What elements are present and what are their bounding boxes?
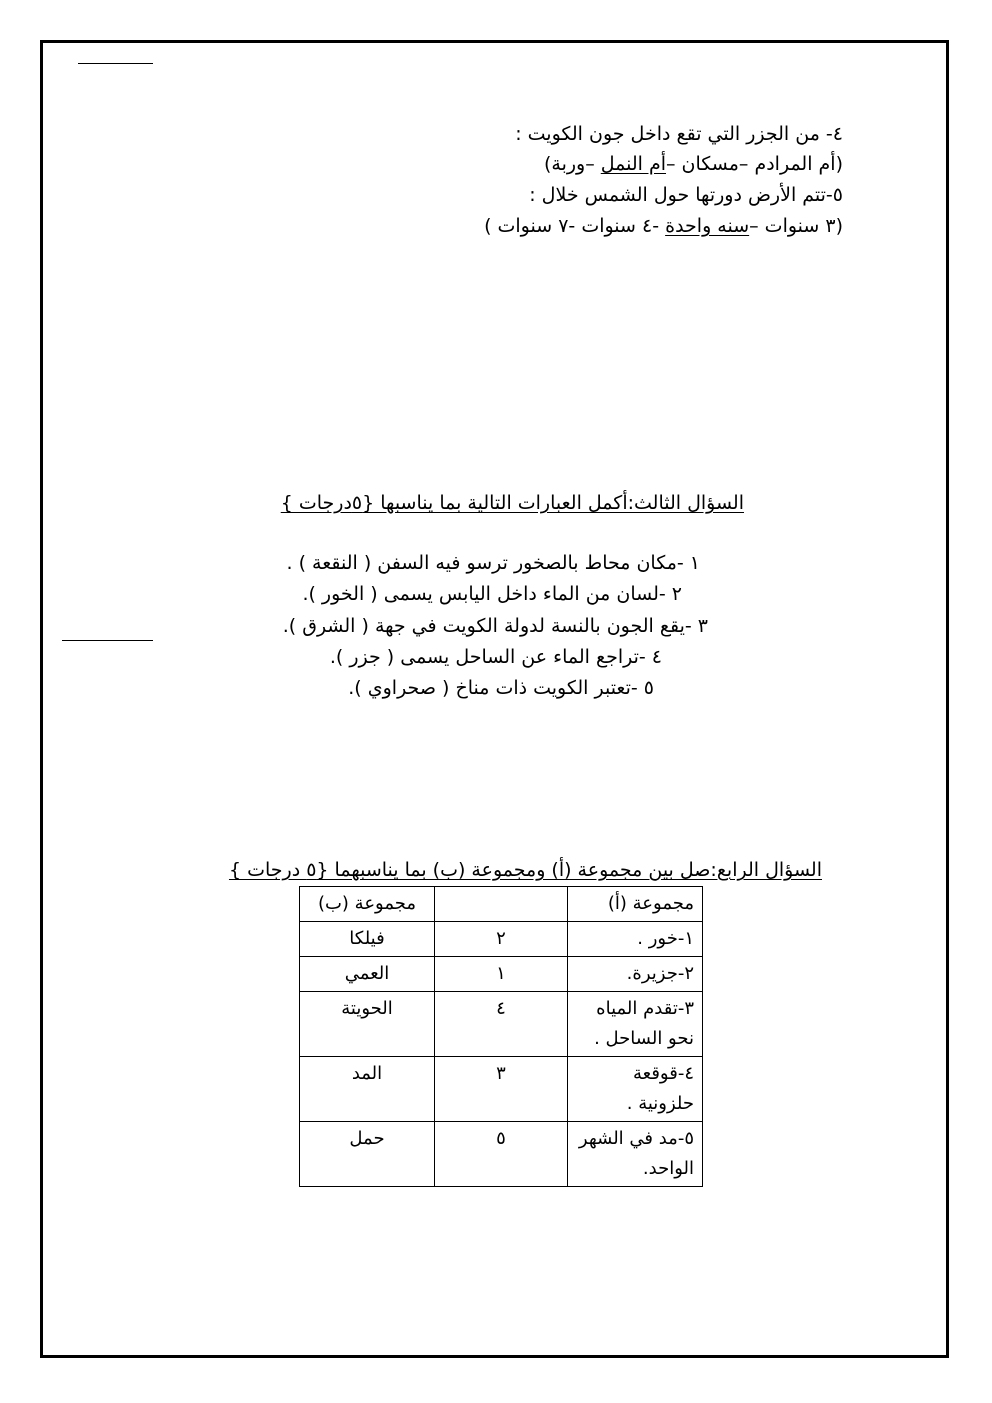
q3-item-3: ٣ -يقع الجون بالنسة لدولة الكويت في جهة ( الشرق ). xyxy=(282,615,708,637)
q4-stem: ٤- من الجزر التي تقع داخل جون الكويت : xyxy=(515,123,843,145)
q5-options-suffix: -٤ سنوات -٧ سنوات ) xyxy=(484,215,666,237)
answer-cell: ٤ xyxy=(435,992,568,1057)
q4-title: السؤال الرابع:صل بين مجموعة (أ) ومجموعة (ب) بما يناسبهما {٥ درجات } xyxy=(228,859,822,881)
q5-options-prefix: (٣ سنوات – xyxy=(749,215,843,237)
q3-item-2: ٢ -لسان من الماء داخل اليابس يسمى ( الخور ). xyxy=(302,583,682,605)
table-row xyxy=(300,957,703,992)
answer-cell: ٢ xyxy=(435,922,568,957)
table-header-row xyxy=(300,887,703,922)
group-a-cell: ٥-مد في الشهر الواحد. xyxy=(568,1122,703,1187)
header-group-a: مجموعة (أ) xyxy=(568,887,703,922)
matching-table xyxy=(299,886,703,1187)
group-a-cell: ٢-جزيرة. xyxy=(568,957,703,992)
group-a-cell: ١-خور . xyxy=(568,922,703,957)
group-b-cell: العمي xyxy=(300,957,435,992)
group-b-cell: المد xyxy=(300,1057,435,1122)
grade-line-top xyxy=(78,63,153,64)
header-group-b: مجموعة (ب) xyxy=(300,887,435,922)
table-row xyxy=(300,992,703,1057)
q5-options xyxy=(484,211,843,241)
table-row xyxy=(300,922,703,957)
q4-answer: أم النمل xyxy=(600,153,667,175)
answer-cell: ٣ xyxy=(435,1057,568,1122)
q5-answer: سنه واحدة xyxy=(665,215,750,237)
group-b-cell: حمل xyxy=(300,1122,435,1187)
table-row xyxy=(300,1122,703,1187)
q3-item-4: ٤ -تراجع الماء عن الساحل يسمى ( جزر ). xyxy=(329,646,662,668)
group-b-cell: فيلكا xyxy=(300,922,435,957)
q4-options xyxy=(544,149,843,179)
header-answer xyxy=(435,887,568,922)
q5-stem: ٥-تتم الأرض دورتها حول الشمس خلال : xyxy=(529,184,843,206)
q4-options-prefix: (أم المرادم –مسكان – xyxy=(666,153,843,175)
group-b-cell: الحويتة xyxy=(300,992,435,1057)
group-a-cell: ٣-تقدم المياه نحو الساحل . xyxy=(568,992,703,1057)
answer-cell: ٥ xyxy=(435,1122,568,1187)
group-a-cell: ٤-قوقعة حلزونية . xyxy=(568,1057,703,1122)
table-row xyxy=(300,1057,703,1122)
answer-cell: ١ xyxy=(435,957,568,992)
q3-title: السؤال الثالث:أكمل العبارات التالية بما يناسبها {٥درجات } xyxy=(280,492,744,514)
q4-options-suffix: –وربة) xyxy=(543,153,601,175)
grade-line-middle xyxy=(62,640,153,641)
q3-item-5: ٥ -تعتبر الكويت ذات مناخ ( صحراوي ). xyxy=(348,677,654,699)
q3-item-1: ١ -مكان محاط بالصخور ترسو فيه السفن ( النقعة ) . xyxy=(286,552,700,574)
